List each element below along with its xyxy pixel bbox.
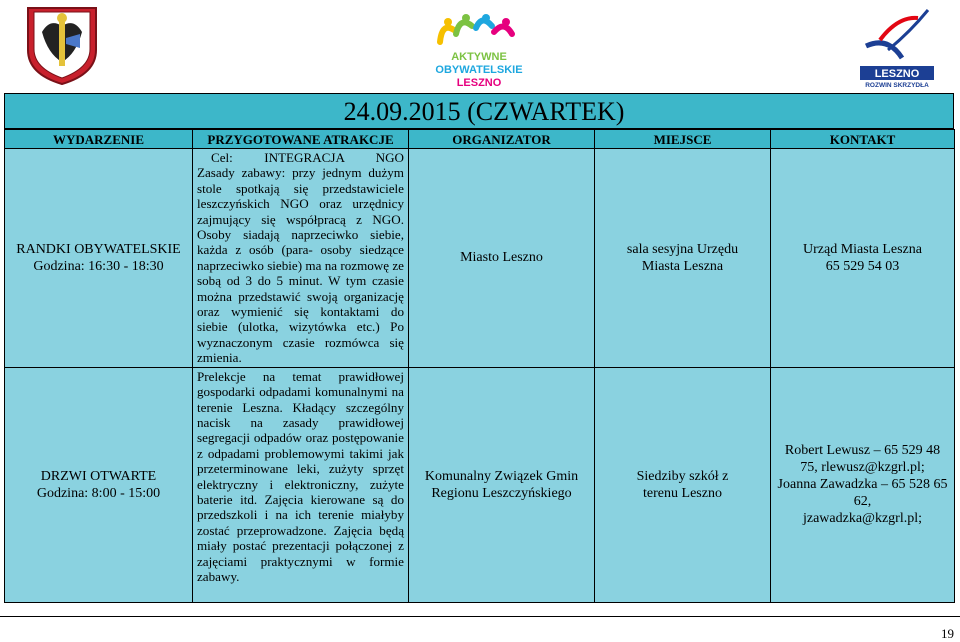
attractions-cell	[193, 367, 409, 602]
header-contact: KONTAKT	[771, 130, 955, 149]
table-row	[5, 149, 955, 368]
coat-of-arms-icon	[24, 4, 100, 86]
logo-text-1: AKTYWNE	[451, 51, 507, 63]
event-cell	[5, 367, 193, 602]
place-cell	[595, 149, 771, 368]
event-description: Prelekcje na temat prawidłowej gospodarki odpadami komunalnymi na terenie Leszna. Kładący szczególny nacisk na zasady prawidłowej segregacji odpadów oraz postępowanie z odpadami problemowymi takimi jak przeterminowane leki, zużyty sprzęt elektryczny i elektroniczny, zużyte baterie itd. Zajęcia kierowane są do przedszkoli i na ich terenie miałyby zostać przeprowadzone. Zajęcia będą miały postać prezentacji połączonej z zajęciami praktycznymi w formie zabawy.	[197, 368, 404, 584]
page-title: 24.09.2015 (CZWARTEK)	[4, 93, 954, 129]
attractions-cell	[193, 149, 409, 368]
event-name: RANDKI OBYWATELSKIE	[16, 241, 181, 257]
header-organizer: ORGANIZATOR	[409, 130, 595, 149]
logo-text-2: OBYWATELSKIE	[435, 64, 523, 76]
aktywne-obywatelskie-logo	[420, 14, 538, 90]
table-row	[5, 367, 955, 602]
event-description: Zasady zabawy: przy jednym dużym stole spotkają się przedstawiciele leszczyńskich NGO oraz urzędnicy zajmujący się współpracą z NGO. Osoby siadają naprzeciwko siebie, każda z osób (para- osoby siedzące naprzeciwko siebie) ma na rozmowę ze sobą od 3 do 5 minut. W tym czasie można przedstawić swoją organizację oraz wymienić się kontaktami do siebie (ulotka, wizytówka etc.) Po wyznaczonym czasie rozmówca się zmienia.	[197, 165, 404, 366]
event-time: Godzina: 8:00 - 15:00	[36, 485, 161, 501]
place-line: terenu Leszno	[643, 485, 722, 501]
footer-divider	[0, 616, 960, 617]
header-place: MIEJSCE	[595, 130, 771, 149]
header-event: WYDARZENIE	[5, 130, 193, 149]
table-header-row	[5, 130, 955, 149]
event-cell	[5, 149, 193, 368]
event-time: Godzina: 16:30 - 18:30	[33, 258, 164, 274]
contact-line: 65 529 54 03	[825, 258, 900, 274]
header-attractions: PRZYGOTOWANE ATRAKCJE	[193, 130, 409, 149]
organizer-cell: Komunalny Związek Gmin Regionu Leszczyńskiego	[409, 367, 595, 602]
place-line: sala sesyjna Urzędu	[626, 241, 739, 257]
leszno-logo-text: LESZNO	[874, 68, 920, 80]
leszno-logo	[858, 6, 936, 88]
contact-line: Robert Lewusz – 65 529 48 75, rlewusz@kzgrl.pl;	[784, 443, 941, 476]
contact-cell	[771, 149, 955, 368]
contact-line: jzawadzka@kzgrl.pl;	[802, 511, 922, 527]
contact-line: Joanna Zawadzka – 65 528 65 62,	[777, 477, 948, 510]
leszno-logo-tagline: ROZWIN SKRZYDŁA	[865, 82, 929, 88]
event-goal: Cel: INTEGRACJA NGO	[211, 150, 404, 165]
place-cell	[595, 367, 771, 602]
event-name: DRZWI OTWARTE	[40, 468, 157, 484]
page-number: 19	[941, 626, 954, 641]
place-line: Miasta Leszna	[641, 258, 724, 274]
organizer-cell: Miasto Leszno	[409, 149, 595, 368]
place-line: Siedziby szkół z	[636, 468, 729, 484]
contact-line: Urząd Miasta Leszna	[803, 241, 922, 257]
contact-cell	[771, 367, 955, 602]
logo-text-3: LESZNO	[456, 77, 502, 89]
events-table	[4, 129, 955, 603]
